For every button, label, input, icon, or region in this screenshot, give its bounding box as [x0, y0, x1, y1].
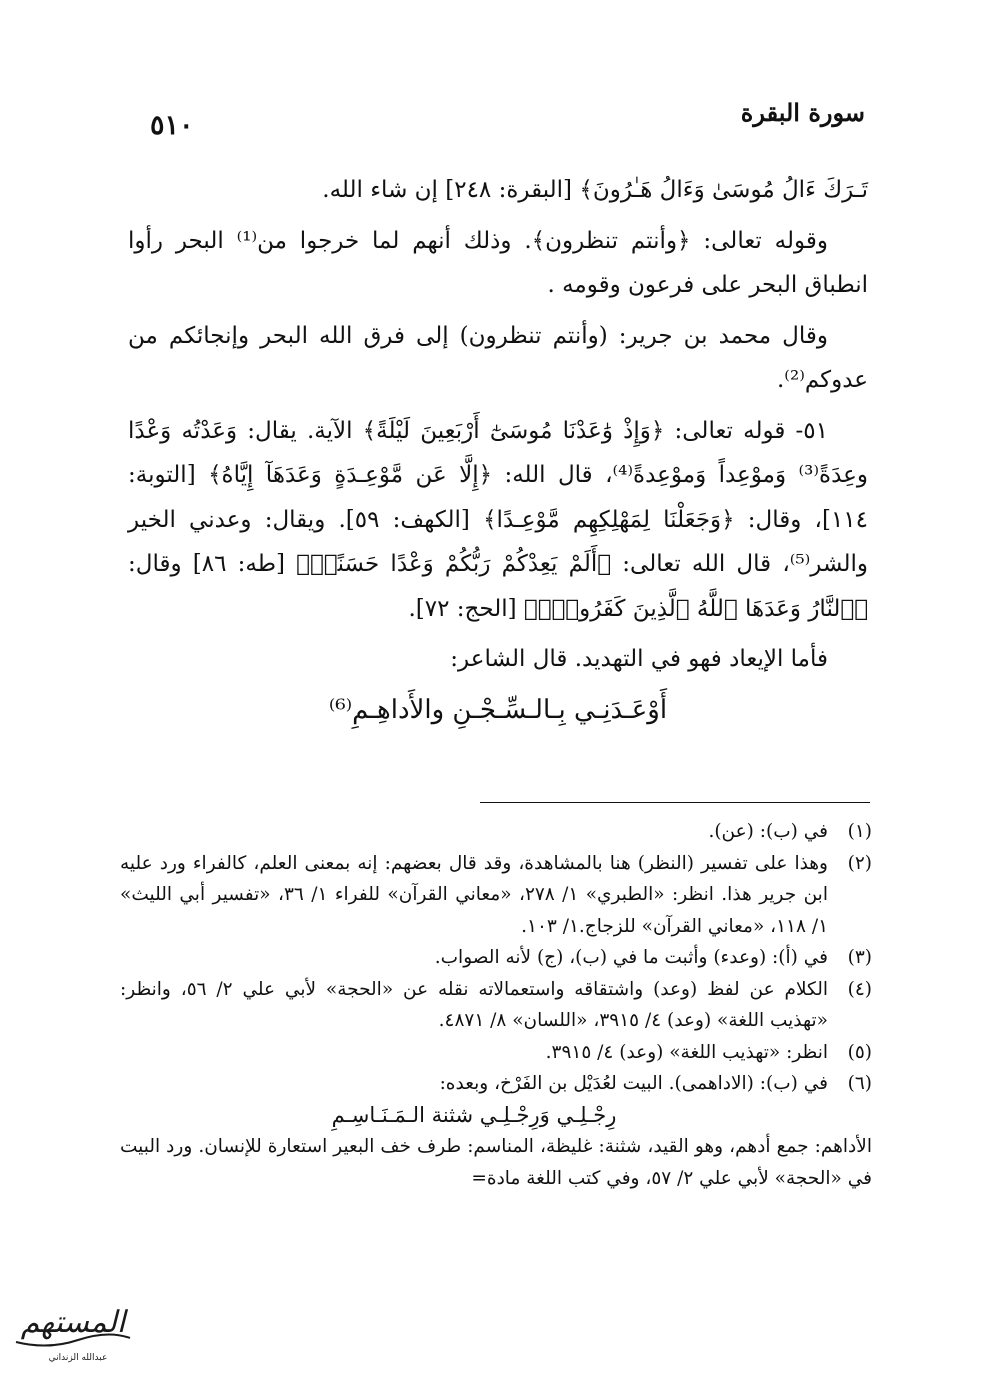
footnotes-section	[120, 816, 872, 1194]
footnote	[120, 974, 872, 1037]
footnote-text: في (ب): (عن).	[708, 821, 828, 842]
footnote	[120, 816, 872, 848]
paragraph-3: وقال محمد بن جرير: (وأنتم تنظرون) إلى فرق الله البحر وإنجائكم من عدوكم⁽²⁾.	[128, 322, 868, 393]
footnote-text: الكلام عن لفظ (وعد) واشتقاقه واستعمالاته نقله عن «الحجة» لأبي علي ٢/ ٥٦، وانظر: «تهذيب اللغة» (وعد) ٤/ ٣٩١٥، «اللسان» ٨/ ٤٨٧١.	[120, 978, 828, 1031]
footnote-number: (٦)	[847, 1073, 872, 1094]
page-header	[150, 98, 865, 141]
footnote-text: في (ب): (الاداهمى). البيت لعُدَيْل بن الفَرْخ، وبعده:	[439, 1073, 828, 1094]
footnote-number: (٤)	[847, 978, 872, 1000]
page-number: ٥١٠	[150, 110, 194, 141]
paragraph-5: فأما الإيعاد فهو في التهديد. قال الشاعر:	[450, 646, 828, 672]
footnote	[120, 942, 872, 974]
footnote	[120, 1068, 872, 1100]
footnote	[120, 1037, 872, 1069]
footnote-text: في (أ): (وعدء) وأثبت ما في (ب)، (ج) لأنه الصواب.	[434, 947, 828, 968]
footnote-number: (٣)	[847, 947, 872, 968]
paragraph-2: وقوله تعالى: ﴿وأنتم تنظرون﴾. وذلك أنهم لما خرجوا من⁽¹⁾ البحر رأوا انطباق البحر على فرعون وقومه .	[128, 227, 868, 298]
footnote	[120, 848, 872, 943]
footnote-divider	[480, 802, 870, 803]
footnote-verse: رِجْـلِـي وَرِجْـلِـي شثنة الـمَـنَـاسِـمِ	[331, 1102, 617, 1127]
footnote-text: وهذا على تفسير (النظر) هنا بالمشاهدة، وقد قال بعضهم: إنه بمعنى العلم، كالفراء ورد عليه ابن جرير هذا. انظر: «الطبري» ١/ ٢٧٨، «معاني القرآن» للفراء ١/ ٣٦، «تفسير أبي الليث» ١/ ١١٨، «معاني القرآن» للزجاج.١/ ١٠٣.	[120, 852, 828, 937]
footnote-text: انظر: «تهذيب اللغة» (وعد) ٤/ ٣٩١٥.	[545, 1041, 828, 1063]
paragraph-4: ٥١- قوله تعالى: ﴿وَإِذْ وَٰعَدْنَا مُوسَىٰٓ أَرْبَعِينَ لَيْلَةً﴾ الآية. يقال: وَعَدْتُه وَعْدًا وعِدَةً⁽³⁾ وَموْعِداً وَموْعِدةً⁽⁴⁾، قال الله: ﴿إِلَّا عَن مَّوْعِـدَةٍ وَعَدَهَآ إِيَّاهُ﴾ [التوبة: ١١٤]، وقال: ﴿وَجَعَلْنَا لِمَهْلِكِهِم مَّوْعِـدًا﴾ [الكهف: ٥٩]. ويقال: وعدني الخير والشر⁽⁵⁾، قال الله تعالى: ﴿أَلَمْ يَعِدْكُمْ رَبُّكُمْ وَعْدًا حَسَنًاۚ﴾ [طه: ٨٦] وقال: ﴿ٱلنَّارُ وَعَدَهَا ٱللَّهُ ٱلَّذِينَ كَفَرُواْۖ﴾ [الحج: ٧٢].	[128, 417, 868, 622]
logo-text: المستهم	[20, 1305, 126, 1340]
publisher-logo	[8, 1292, 138, 1367]
footnote-number: (٢)	[847, 852, 872, 874]
main-text	[128, 168, 868, 738]
footnote-number: (٥)	[847, 1041, 872, 1063]
surah-title: سورة البقرة	[740, 98, 865, 127]
logo-caption: عبدالله الزنداني	[48, 1353, 108, 1363]
poetry-verse: أَوْعَـدَنِـي بِـالـسِّـجْـنِ والأَداهِـمِ⁽⁶⁾	[328, 694, 668, 725]
footnote-number: (١)	[847, 821, 872, 842]
footnote-continuation: الأداهم: جمع أدهم، وهو القيد، شثنة: غليظة، المناسم: طرف خف البعير استعارة للإنسان. ورد البيت في «الحجة» لأبي علي ٢/ ٥٧، وفي كتب اللغة مادة=	[120, 1136, 872, 1189]
paragraph-1: تَـرَكَ ءَالُ مُوسَىٰ وَءَالُ هَـٰرُونَ﴾ [البقرة: ٢٤٨] إن شاء الله.	[322, 177, 868, 203]
